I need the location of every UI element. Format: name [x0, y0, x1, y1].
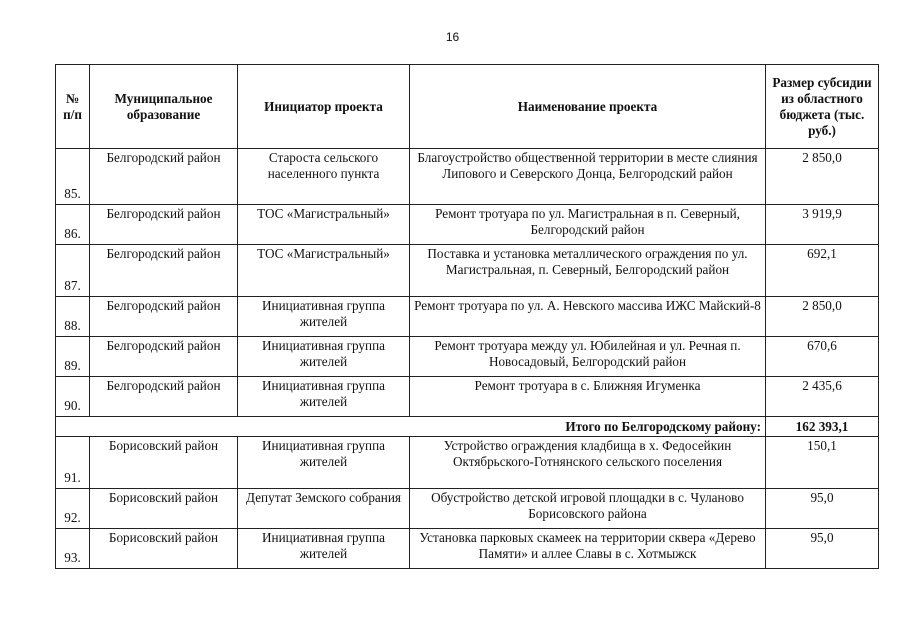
subsidy-table [55, 64, 879, 569]
table-header-row [56, 65, 879, 149]
row-subsidy: 2 850,0 [766, 149, 879, 205]
row-municipality: Борисовский район [90, 529, 238, 569]
row-initiator: Инициативная группа жителей [238, 437, 410, 489]
row-num: 92. [56, 489, 90, 529]
row-initiator: ТОС «Магистральный» [238, 205, 410, 245]
row-initiator: Инициативная группа жителей [238, 529, 410, 569]
row-initiator: Депутат Земского собрания [238, 489, 410, 529]
row-subsidy: 2 850,0 [766, 297, 879, 337]
table-row [56, 245, 879, 297]
header-num: № п/п [56, 65, 90, 149]
row-initiator: ТОС «Магистральный» [238, 245, 410, 297]
table-row [56, 529, 879, 569]
header-subsidy: Размер субсидии из областного бюджета (тыс. руб.) [766, 65, 879, 149]
row-project: Ремонт тротуара по ул. Магистральная в п. Северный, Белгородский район [410, 205, 766, 245]
row-subsidy: 3 919,9 [766, 205, 879, 245]
row-project: Устройство ограждения кладбища в х. Федосейкин Октябрьского-Готнянского сельского поселения [410, 437, 766, 489]
row-project: Установка парковых скамеек на территории сквера «Дерево Памяти» и аллее Славы в с. Хотмыжск [410, 529, 766, 569]
row-project: Благоустройство общественной территории в месте слияния Липового и Северского Донца, Белгородский район [410, 149, 766, 205]
row-initiator: Инициативная группа жителей [238, 377, 410, 417]
row-initiator: Инициативная группа жителей [238, 337, 410, 377]
row-num: 85. [56, 149, 90, 205]
total-label: Итого по Белгородскому району: [56, 417, 766, 437]
row-subsidy: 2 435,6 [766, 377, 879, 417]
row-num: 87. [56, 245, 90, 297]
row-project: Поставка и установка металлического ограждения по ул. Магистральная, п. Северный, Белгородский район [410, 245, 766, 297]
row-num: 88. [56, 297, 90, 337]
header-municipality: Муниципальное образование [90, 65, 238, 149]
row-municipality: Борисовский район [90, 489, 238, 529]
row-project: Обустройство детской игровой площадки в с. Чуланово Борисовского района [410, 489, 766, 529]
row-num: 90. [56, 377, 90, 417]
table-row [56, 337, 879, 377]
row-municipality: Белгородский район [90, 149, 238, 205]
row-initiator: Староста сельского населенного пункта [238, 149, 410, 205]
row-num: 89. [56, 337, 90, 377]
table-row [56, 149, 879, 205]
header-project: Наименование проекта [410, 65, 766, 149]
row-subsidy: 692,1 [766, 245, 879, 297]
table-row [56, 297, 879, 337]
row-subsidy: 150,1 [766, 437, 879, 489]
row-municipality: Белгородский район [90, 205, 238, 245]
row-municipality: Белгородский район [90, 377, 238, 417]
total-value: 162 393,1 [766, 417, 879, 437]
table-row [56, 377, 879, 417]
table-row [56, 205, 879, 245]
row-municipality: Белгородский район [90, 245, 238, 297]
row-project: Ремонт тротуара в с. Ближняя Игуменка [410, 377, 766, 417]
row-subsidy: 95,0 [766, 529, 879, 569]
row-subsidy: 670,6 [766, 337, 879, 377]
total-row [56, 417, 879, 437]
page-number: 16 [445, 30, 460, 44]
row-initiator: Инициативная группа жителей [238, 297, 410, 337]
row-num: 93. [56, 529, 90, 569]
row-municipality: Белгородский район [90, 297, 238, 337]
row-subsidy: 95,0 [766, 489, 879, 529]
header-initiator: Инициатор проекта [238, 65, 410, 149]
row-num: 86. [56, 205, 90, 245]
table-row [56, 437, 879, 489]
row-num: 91. [56, 437, 90, 489]
table-row [56, 489, 879, 529]
row-project: Ремонт тротуара между ул. Юбилейная и ул. Речная п. Новосадовый, Белгородский район [410, 337, 766, 377]
row-municipality: Борисовский район [90, 437, 238, 489]
row-project: Ремонт тротуара по ул. А. Невского массива ИЖС Майский-8 [410, 297, 766, 337]
row-municipality: Белгородский район [90, 337, 238, 377]
